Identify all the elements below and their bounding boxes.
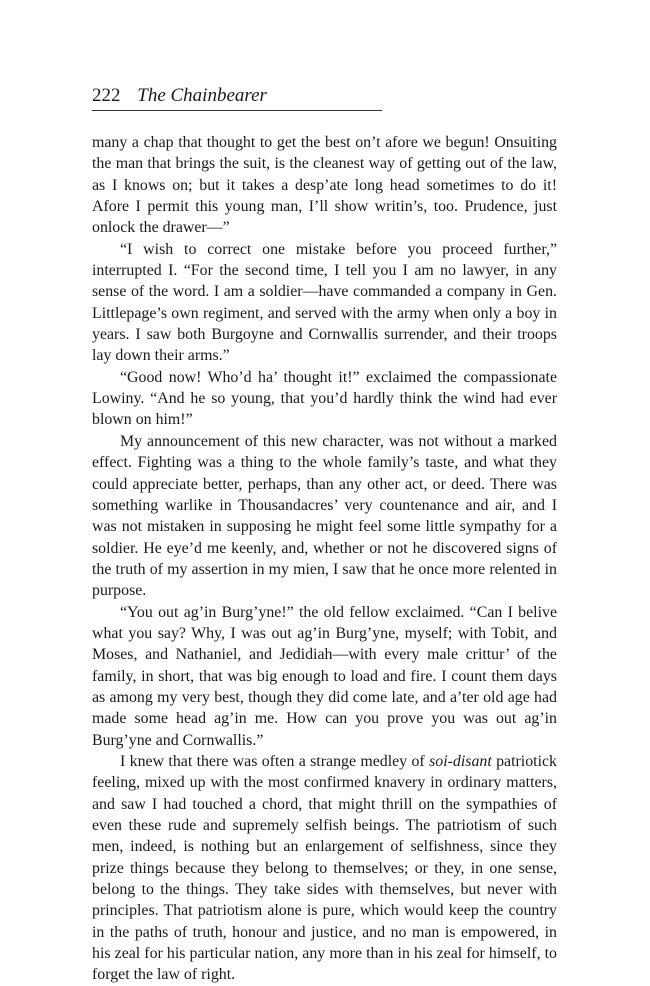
paragraph-3: “Good now! Who’d ha’ thought it!” exclaimed the compassionate Lowiny. “And he so young, that you’d hardly think the wind had ever blown on him!”: [92, 368, 557, 429]
paragraph-1: many a chap that thought to get the best on’t afore we begun! Onsuiting the man that brings the suit, is the cleanest way of getting out of the law, as I knows on; but it takes a desp’ate long head sometimes to do it! Afore I permit this young man, I’ll show writin’s, too. Prudence, just onlock the drawer—”: [92, 134, 557, 237]
paragraph-4: My announcement of this new character, was not without a marked effect. Fighting was a thing to the whole family’s taste, and what they could appreciate better, perhaps, than any other act, or deed. There was something warlike in Thousandacres’ very countenance and air, and I was not mistaken in supposing he might feel some little sympathy for a soldier. He eye’d me keenly, and, whether or not he discovered signs of the truth of my assertion in my mien, I saw that he once more relented in purpose.: [92, 432, 557, 600]
running-header: [92, 84, 382, 111]
paragraph-6-text-after: patriotick feeling, mixed up with the most confirmed knavery in ordinary matters, and saw I had touched a chord, that might thrill on the sympathies of even these rude and supremely selfish beings. The patriotism of such men, indeed, is nothing but an enlargement of selfishness, since they prize things because they belong to themselves; or they, in one sense, belong to the things. They take sides with themselves, but never with principles. That patriotism alone is pure, which would keep the country in the paths of truth, honour and justice, and no man is empowered, in his zeal for his particular nation, any more than in his zeal for himself, to forget the law of right.: [92, 752, 557, 984]
paragraph-5: “You out ag’in Burg’yne!” the old fellow exclaimed. “Can I belive what you say? Why, I was out ag’in Burg’yne, myself; with Tobit, and Moses, and Nathaniel, and Jedidiah—with every male crittur’ of the family, in short, that was big enough to load and fire. I count them days as among my very best, though they did come late, and a’ter old age had made some head ag’in me. How can you prove you was out ag’in Burg’yne and Cornwallis.”: [92, 603, 557, 749]
body-text: [92, 132, 557, 986]
page-number: 222: [92, 85, 121, 106]
paragraph-2: “I wish to correct one mistake before you proceed further,” interrupted I. “For the second time, I tell you I am no lawyer, in any sense of the word. I am a soldier—have commanded a company in Gen. Littlepage’s own regiment, and served with the army when only a boy in years. I saw both Burgoyne and Cornwallis surrender, and their troops lay down their arms.”: [92, 240, 557, 365]
running-title: The Chainbearer: [137, 85, 267, 106]
paragraph-6: [92, 751, 557, 986]
paragraph-6-text-before: I knew that there was often a strange medley of: [120, 752, 430, 770]
paragraph-6-italic-phrase: soi-disant: [429, 752, 492, 770]
